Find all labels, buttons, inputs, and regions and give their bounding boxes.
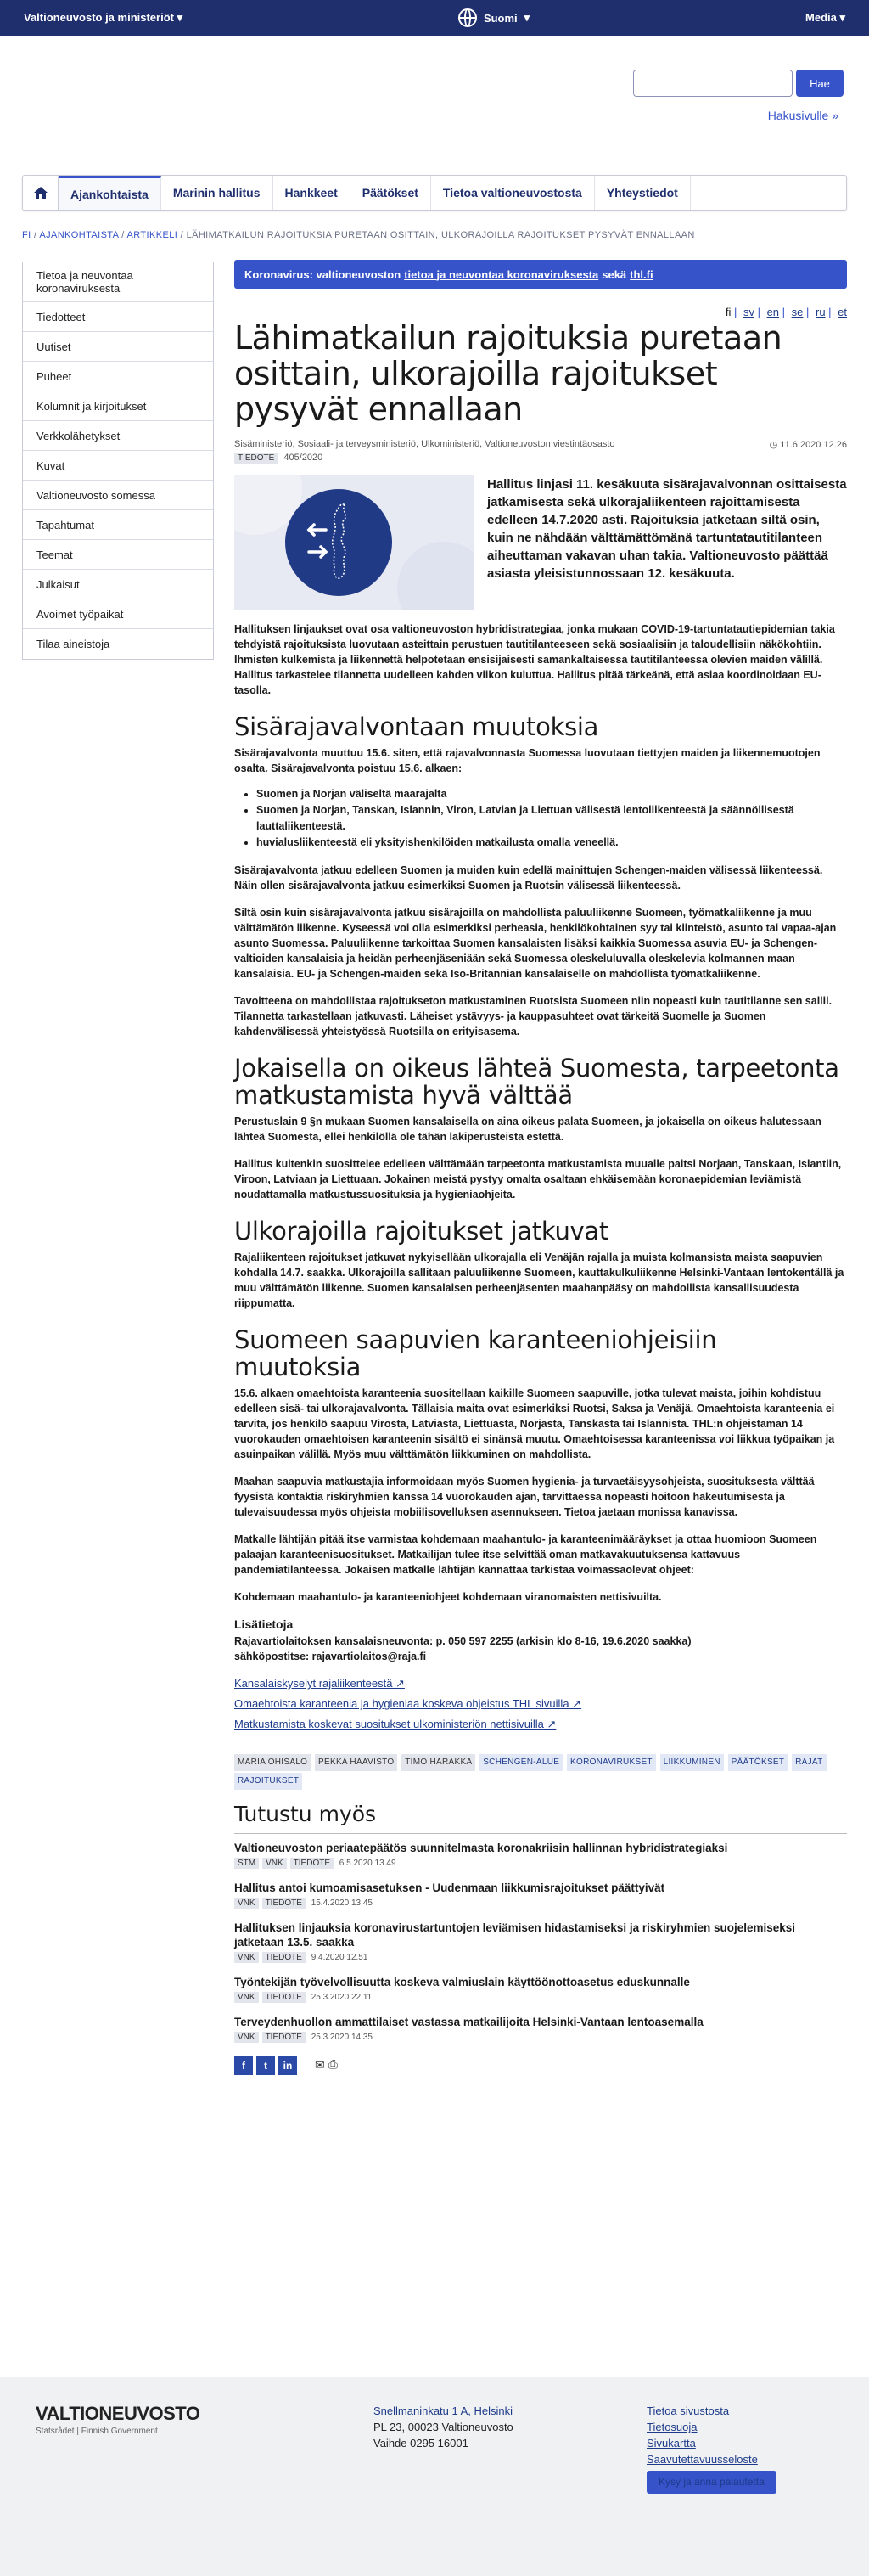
contact-title: Lisätietoja [234, 1617, 294, 1631]
keyword-tag[interactable]: TIMO HARAKKA [401, 1754, 475, 1771]
feedback-button[interactable]: Kysy ja anna palautetta [647, 2471, 776, 2494]
paragraph: Tavoitteena on mahdollistaa rajoitukseton matkustaminen Ruotsista Suomeen niin nopeasti kuin tautitilanne sen sallii. Tilannetta tarkastellaan jatkuvasti. Läheiset ystävyys- ja kauppasuhteet ovat tärkeitä Suomelle ja Suomen kahdenvälisessä yhteistyössä Ruotsilla on erityisasema. [234, 995, 833, 1038]
keyword-tag[interactable]: RAJAT [792, 1754, 826, 1771]
paragraph: Hallituksen linjaukset ovat osa valtioneuvoston hybridistrategiaa, jonka mukaan COVID-19-tartuntatautiepidemian takia tehdyistä rajoituksista luovutaan asteittain perustuen tautitilanteeseen sekä sosiaalisiin ja taloudellisiin näkökohtiin. Ihmisten kulkemista ja liikennettä helpotetaan ensisijaisesti samankaltaisessa tautitilanteessa olevien maiden välillä. Hallitus tarkastelee tilannetta uudelleen kahden viikon kuluttua. Hallitus pitää tärkeänä, että asiaa koordinoidaan EU-tasolla. [234, 623, 835, 696]
ministries-menu[interactable]: Valtioneuvosto ja ministeriöt ▾ [24, 11, 183, 24]
list-item: • Suomen ja Norjan väliseltä maarajalta [256, 786, 847, 802]
lang-sv[interactable]: sv [743, 306, 754, 318]
paragraph: Sisärajavalvonta jatkuu edelleen Suomen ja muiden kuin edellä mainittujen Schengen-maiden välisessä liikenteessä. Näin ollen sisärajavalvonta jatkuu esimerkiksi Suomen ja Ruotsin välisessä liikenteessä. [234, 864, 823, 891]
related-date: 9.4.2020 12.51 [311, 1953, 368, 1962]
related-heading: Tutustu myös [234, 1802, 377, 1826]
clock-icon: ◷ [769, 440, 781, 450]
media-menu[interactable]: Media ▾ [805, 11, 845, 24]
language-menu[interactable]: Suomi ▾ [458, 8, 530, 27]
keyword-tag[interactable]: PEKKA HAAVISTO [315, 1754, 397, 1771]
paragraph: Hallitus kuitenkin suosittelee edelleen välttämään tarpeetonta matkustamista muualle paitsi Norjaan, Tanskaan, Islantiin, Viroon, Latviaan ja Liettuaan. Jokainen meistä pystyy omalta osaltaan ehkäisemään koronaepidemian leviämistä noudattamalla matkustussuosituksia ja hygieniaohjeita. [234, 1158, 842, 1201]
related-item-meta [234, 1898, 847, 1909]
keyword-tag[interactable]: RAJOITUKSET [234, 1773, 302, 1790]
related-item-title: Valtioneuvoston periaatepäätös suunnitelmasta koronakriisin hallinnan hybridistrategiaksi [234, 1842, 728, 1854]
related-tag: VNK [234, 1952, 259, 1963]
top-bar [0, 0, 869, 36]
related-item[interactable] [234, 1874, 847, 1914]
keywords [234, 1754, 847, 1791]
linkedin-share-button[interactable]: in [278, 2056, 297, 2075]
media-menu-label: Media [805, 11, 837, 24]
related-item[interactable] [234, 1968, 847, 2008]
language-label: Suomi [483, 11, 518, 25]
footer-link-tietosuoja[interactable]: Tietosuoja [647, 2421, 698, 2433]
lang-ru[interactable]: ru [815, 306, 826, 318]
home-icon [33, 186, 48, 200]
search-bar [633, 70, 844, 97]
nav-paatokset[interactable]: Päätökset [350, 176, 431, 210]
related-tag: TIEDOTE [262, 1898, 306, 1909]
paragraph: Perustuslain 9 §n mukaan Suomen kansalaisella on aina oikeus palata Suomeen, ja jokaisella on oikeus halutessaan lähteä Suomesta, ellei henkilöllä ole tähän lakiperusteista estettä. [234, 1116, 821, 1143]
sidebar [22, 262, 214, 660]
keyword-tag[interactable]: PÄÄTÖKSET [728, 1754, 788, 1771]
related-item-title: Hallitus antoi kumoamisasetuksen - Uudenmaan liikkumisrajoitukset päättyivät [234, 1881, 665, 1894]
related-item-title: Hallituksen linjauksia koronavirustartuntojen leviämisen hidastamiseksi ja riskiryhmien suojelemiseksi jatketaan 13.5. saakka [234, 1921, 796, 1949]
sidebar-item-tilaa[interactable]: Tilaa aineistoja [36, 638, 110, 650]
related-links [234, 1676, 847, 1732]
related-list [234, 1833, 847, 2048]
sidebar-item-koronavirus[interactable]: Tietoa ja neuvontaa koronaviruksesta [23, 262, 213, 302]
article-date-wrap [770, 439, 847, 450]
paragraph: Maahan saapuvia matkustajia informoidaan myös Suomen hygienia- ja turvaetäisyysohjeista, suosituksesta välttää fyysistä kontaktia riskiryhmien kanssa 14 vuorokauden ajan, tarvittaessa nopeasti hoitoon hakeutumisesta ja tulevaisuudessa myös ohjeista mobiilisovelluksen asennukseen. Tietoa jaetaan monissa kanavissa. [234, 1476, 815, 1518]
link-um-label: Matkustamista koskevat suositukset ulkoministeriön nettisivuilla [234, 1718, 544, 1730]
footer-address [373, 2403, 513, 2451]
link-thl[interactable]: Omaehtoista karanteenia ja hygieniaa koskeva ohjeistus THL sivuilla ↗ [234, 1697, 582, 1710]
print-icon[interactable]: ⎙ [328, 2059, 338, 2072]
email-icon[interactable]: ✉ [315, 2059, 325, 2073]
related-tag: VNK [234, 1898, 259, 1909]
globe-icon [458, 8, 477, 27]
footer-logo[interactable] [36, 2403, 199, 2436]
footer-links [647, 2403, 776, 2494]
section-heading-ulkoraja: Ulkorajoilla rajoitukset jatkuvat [234, 1217, 608, 1246]
related-tag: TIEDOTE [262, 2032, 306, 2043]
related-item[interactable] [234, 2008, 847, 2048]
article-number: 405/2020 [283, 453, 323, 463]
sidebar-item-puheet[interactable]: Puheet [23, 362, 213, 391]
breadcrumb-ajankohtaista[interactable]: AJANKOHTAISTA [39, 230, 119, 240]
sidebar-item-kuvat[interactable]: Kuvat [23, 451, 213, 481]
related-date: 25.3.2020 22.11 [311, 1993, 373, 2002]
footer [0, 2377, 869, 2576]
footer-logo-subtitle: Statsrådet | Finnish Government [36, 2427, 158, 2436]
main-navigation [22, 175, 847, 211]
breadcrumb: FI / AJANKOHTAISTA / ARTIKKELI / LÄHIMATKAILUN RAJOITUKSIA PURETAAN OSITTAIN, ULKORAJOILLA RAJOITUKSET PYSYVÄT ENNALLAAN [22, 230, 695, 240]
breadcrumb-current: LÄHIMATKAILUN RAJOITUKSIA PURETAAN OSITTAIN, ULKORAJOILLA RAJOITUKSET PYSYVÄT ENNALLAAN [186, 230, 695, 240]
contact-line: Rajavartiolaitoksen kansalaisneuvonta: p. 050 597 2255 (arkisin klo 8-16, 19.6.2020 saakka) [234, 1635, 692, 1647]
footer-phone: Vaihde 0295 16001 [373, 2437, 468, 2449]
related-tag: VNK [234, 1992, 259, 2003]
sidebar-item-somessa[interactable]: Valtioneuvosto somessa [23, 481, 213, 510]
facebook-share-button[interactable]: f [234, 2056, 253, 2075]
article-tagline [234, 453, 847, 464]
thl-link[interactable]: thl.fi [630, 267, 653, 281]
section-heading-sisaraja: Sisärajavalvontaan muutoksia [234, 712, 599, 741]
related-item[interactable] [234, 1914, 847, 1968]
article-type-badge: TIEDOTE [234, 453, 278, 464]
advanced-search-link[interactable]: Hakusivulle » [767, 109, 838, 122]
footer-address-link[interactable]: Snellmaninkatu 1 A, Helsinki [373, 2404, 513, 2417]
article-date: 11.6.2020 12.26 [780, 440, 847, 450]
lead-image-bg-shape [397, 542, 474, 610]
search-input[interactable] [633, 70, 793, 97]
related-tag: VNK [234, 2032, 259, 2043]
footer-po-box: PL 23, 00023 Valtioneuvosto [373, 2421, 513, 2433]
contact-email: sähköpostitse: rajavartiolaitos@raja.fi [234, 1651, 427, 1662]
twitter-share-button[interactable]: t [256, 2056, 275, 2075]
related-date: 25.3.2020 14.35 [311, 2033, 373, 2042]
related-date: 6.5.2020 13.49 [339, 1859, 396, 1868]
related-item-meta [234, 1858, 847, 1869]
footer-link-sivukartta[interactable]: Sivukartta [647, 2437, 696, 2449]
nav-ajankohtaista[interactable]: Ajankohtaista [59, 176, 161, 210]
corona-info-link[interactable]: tietoa ja neuvontaa koronaviruksesta [404, 267, 599, 281]
sidebar-item-teemat[interactable]: Teemat [23, 540, 213, 570]
keyword-tag[interactable]: KORONAVIRUKSET [567, 1754, 656, 1771]
paragraph: 15.6. alkaen omaehtoista karanteenia suositellaan kaikille Suomeen saapuville, jotka tulevat maista, joihin kohdistuu edelleen sisä- tai ulkorajavalvonta. Tällaisia maita ovat esimerkiksi Ruotsi, Saksa ja Venäjä. Omaehtoista karanteenia ei tarvita, jos henkilö saapuu Virosta, Latviasta, Liettuasta, Norjasta, Tanskasta tai Islannista. THL:n ohjeistaman 14 vuorokauden omaehtoisen karanteenin sisältö ei sinänsä muutu. Omaehtoisessa karanteenissa voi liikkua työpaikan ja asuinpaikan välillä. Myös muu välttämätön liikkuminen on mahdollista. [234, 1387, 835, 1460]
link-um[interactable]: Matkustamista koskevat suositukset ulkoministeriön nettisivuilla ↗ [234, 1718, 557, 1730]
paragraph: Rajaliikenteen rajoitukset jatkuvat nykyisellään ulkorajalla eli Venäjän rajalla ja muista kolmansista maista saapuvien kohdalla 14.7. saakka. Ulkorajoilla sallitaan paluuliikenne Suomeen, kauttakulkuliikenne Helsinki-Vantaan lentokentällä ja muu välttämätön liikenne. Suomen kansalaisen perheenjäsenten maahanpääsy on mahdollista kansallisuudesta riippumatta. [234, 1251, 844, 1309]
nav-hankkeet[interactable]: Hankkeet [273, 176, 350, 210]
related-item-title: Terveydenhuollon ammattilaiset vastassa matkailijoita Helsinki-Vantaan lentoasemalla [234, 2016, 704, 2028]
breadcrumb-artikkeli[interactable]: ARTIKKELI [126, 230, 178, 240]
sidebar-item-tyopaikat[interactable]: Avoimet työpaikat [23, 599, 213, 629]
section-heading-karanteeni: Suomeen saapuvien karanteeniohjeisiin muutoksia [234, 1325, 717, 1381]
lang-en[interactable]: en [766, 306, 780, 318]
lang-se[interactable]: se [791, 306, 804, 318]
footer-logo-text: VALTIONEUVOSTO [36, 2403, 200, 2424]
corona-banner-mid: sekä [602, 267, 627, 281]
related-item-title: Työntekijän työvelvollisuutta koskeva valmiuslain käyttöönottoasetus eduskunnalle [234, 1976, 690, 1988]
link-kansalaiskyselyt-label: Kansalaiskyselyt rajaliikenteestä [234, 1677, 393, 1690]
list-item: • Suomen ja Norjan, Tanskan, Islannin, Viron, Latvian ja Liettuan välisestä lentoliikenteestä ja säännöllisestä lauttaliikenteestä. [256, 802, 847, 835]
article-lead [234, 475, 847, 610]
related-item[interactable] [234, 1834, 847, 1874]
ministries-menu-label: Valtioneuvosto ja ministeriöt [24, 11, 174, 24]
lang-fi[interactable]: fi [725, 306, 732, 318]
related-tag: STM [234, 1858, 259, 1869]
related-item-meta [234, 1992, 847, 2003]
breadcrumb-fi[interactable]: FI [22, 230, 31, 240]
home-button[interactable] [23, 176, 59, 210]
lead-image [234, 475, 474, 610]
related-tag: TIEDOTE [262, 1952, 306, 1963]
related-tag: TIEDOTE [262, 1992, 306, 2003]
paragraph: Sisärajavalvonta muuttuu 15.6. siten, että rajavalvonnasta Suomessa luovutaan tiettyjen maiden ja liikennemuotojen osalta. Sisärajavalvonta poistuu 15.6. alkaen: [234, 747, 821, 774]
footer-link-tietoa[interactable]: Tietoa sivustosta [647, 2404, 730, 2417]
paragraph: Kohdemaan maahantulo- ja karanteeniohjeet kohdemaan viranomaisten nettisivuilta. [234, 1591, 662, 1603]
finland-border-icon [285, 489, 392, 596]
link-kansalaiskyselyt[interactable]: Kansalaiskyselyt rajaliikenteestä ↗ [234, 1677, 405, 1690]
share-bar [234, 2056, 847, 2075]
sidebar-item-uutiset[interactable]: Uutiset [23, 332, 213, 362]
nav-marinin-hallitus[interactable]: Marinin hallitus [161, 176, 273, 210]
article-title: Lähimatkailun rajoituksia puretaan osittain, ulkorajoilla rajoitukset pysyvät ennallaan [234, 319, 782, 428]
keyword-tag[interactable]: LIIKKUMINEN [660, 1754, 724, 1771]
sidebar-item-julkaisut[interactable]: Julkaisut [23, 570, 213, 599]
search-button[interactable]: Hae [796, 70, 844, 97]
related-item-meta [234, 2032, 847, 2043]
paragraph: Siltä osin kuin sisärajavalvonta jatkuu sisärajoilla on mahdollista paluuliikenne Suomeen, työmatkaliikenne ja muu välttämätön liikenne. Kyseessä voi olla esimerkiksi perheasia, henkilökohtainen syy tai kiinteistö, asunto tai vapaa-ajan asunto Suomessa. Paluuliikenne tarkoittaa Suomen kansalaisten lisäksi kaikkia Suomessa asuvia EU- ja Schengen-valtioiden kansalaisia ja heidän perheenjäseniään sekä Suomessa oleskeluluvalla oleskelevia kolmannen maan kansalaisia. EU- ja Schengen-maiden sekä Iso-Britannian kansalaiselle on mahdollista työmatkaliikenne. [234, 907, 837, 980]
article-meta [234, 439, 847, 450]
related-tag: VNK [262, 1858, 287, 1869]
nav-tietoa-valtioneuvostosta[interactable]: Tietoa valtioneuvostosta [431, 176, 595, 210]
corona-banner-prefix: Koronavirus: valtioneuvoston [244, 267, 401, 281]
related-item-meta [234, 1952, 847, 1963]
language-links: fi | sv | en | se | ru | et [725, 306, 847, 318]
sidebar-item-kolumnit[interactable]: Kolumnit ja kirjoitukset [23, 391, 213, 421]
related-date: 15.4.2020 13.45 [311, 1898, 373, 1908]
related-tag: TIEDOTE [290, 1858, 334, 1869]
bullet-list [256, 786, 847, 851]
sidebar-item-verkkolahetykset[interactable]: Verkkolähetykset [23, 421, 213, 451]
keyword-tag[interactable]: MARIA OHISALO [234, 1754, 311, 1771]
keyword-tag[interactable]: SCHENGEN-ALUE [479, 1754, 563, 1771]
sidebar-item-tapahtumat[interactable]: Tapahtumat [23, 510, 213, 540]
footer-link-saavutettavuus[interactable]: Saavutettavuusseloste [647, 2453, 758, 2466]
section-heading-jokaisella: Jokaisella on oikeus lähteä Suomesta, tarpeetonta matkustamista hyvä välttää [234, 1054, 839, 1110]
list-item: • huvialusliikenteestä eli yksityishenkilöiden matkailusta omalla veneellä. [256, 835, 847, 851]
corona-banner [234, 260, 847, 289]
main-content [234, 260, 847, 2075]
nav-yhteystiedot[interactable]: Yhteystiedot [595, 176, 691, 210]
paragraph: Matkalle lähtijän pitää itse varmistaa kohdemaan maahantulo- ja karanteenimääräykset ja ottaa huomioon Suomeen palaajan karanteenisuositukset. Matkailijan tulee itse selvittää oman matkavakuutuksensa kattavuus pandemiatilanteessa. Jokaisen matkalle lähtijän kannattaa tarkistaa voimassaolevat ohjeet: [234, 1533, 817, 1576]
link-thl-label: Omaehtoista karanteenia ja hygieniaa koskeva ohjeistus THL sivuilla [234, 1697, 569, 1710]
sidebar-item-tiedotteet[interactable]: Tiedotteet [23, 302, 213, 332]
article-ministries: Sisäministeriö, Sosiaali- ja terveysministeriö, Ulkoministeriö, Valtioneuvoston viestintäosasto [234, 439, 615, 449]
lead-text: Hallitus linjasi 11. kesäkuuta sisärajavalvonnan osittaisesta jatkamisesta sekä ulkorajaliikenteen rajoittamisesta edelleen 14.7.2020 asti. Rajoituksia jatketaan siltä osin, kuin ne nähdään välttämättömänä tartuntatautitilanteen aiheuttaman vakavan uhan takia. Valtioneuvosto päättää asiasta yleisistunnossaan 12. kesäkuuta. [487, 477, 847, 581]
lang-et[interactable]: et [838, 306, 847, 318]
